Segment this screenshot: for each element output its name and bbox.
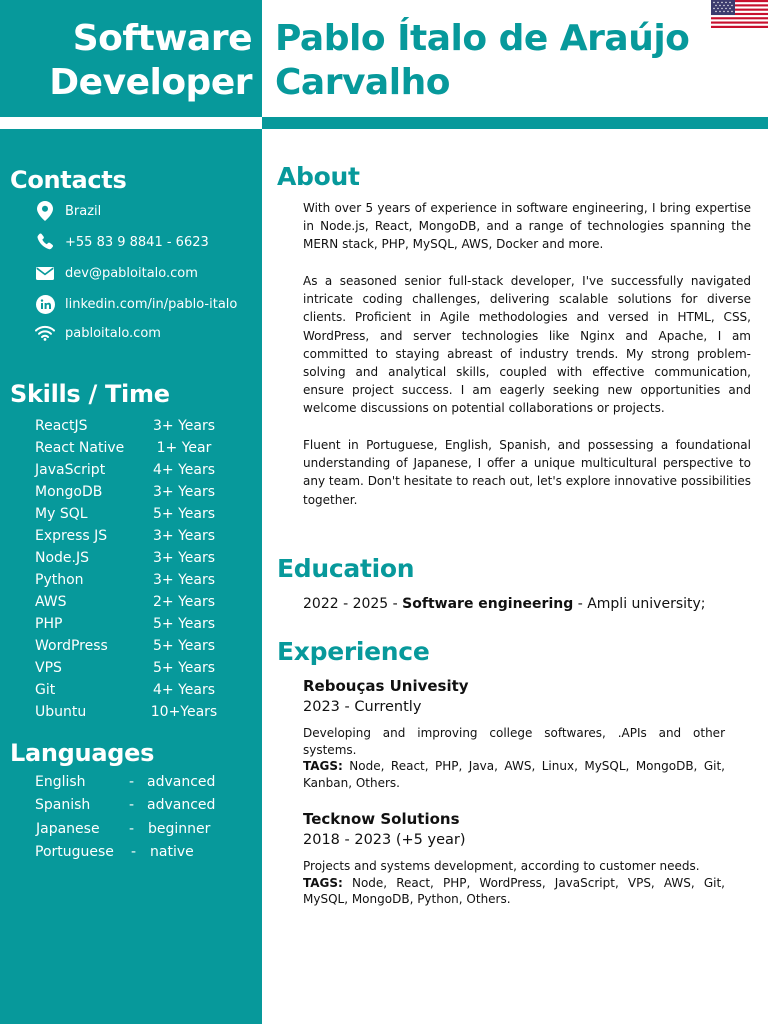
skill-row — [35, 679, 235, 701]
skill-row — [35, 657, 235, 679]
contact-phone[interactable] — [35, 231, 209, 253]
skill-row — [35, 437, 235, 459]
language-row — [35, 794, 245, 816]
phone-icon — [35, 232, 55, 252]
language-level: native — [150, 844, 194, 860]
language-name: Japanese — [36, 821, 100, 837]
skill-row — [35, 591, 235, 613]
job-tags-label: TAGS: — [303, 875, 343, 890]
skill-row — [35, 569, 235, 591]
skill-row — [35, 503, 235, 525]
contacts-heading: Contacts — [10, 166, 127, 194]
skill-name: Python — [35, 572, 84, 588]
role-title-line-2: Developer — [49, 62, 252, 103]
language-name: Portuguese — [35, 844, 114, 860]
about-heading: About — [277, 162, 360, 191]
skill-name: AWS — [35, 594, 67, 610]
language-row — [35, 771, 245, 793]
full-name — [275, 17, 765, 105]
skill-name: MongoDB — [35, 484, 103, 500]
wifi-icon — [35, 323, 55, 343]
skill-time: 3+ Years — [152, 550, 216, 566]
us-flag-icon — [711, 0, 768, 28]
language-level: advanced — [147, 797, 216, 813]
about-paragraph-2: As a seasoned senior full-stack developer, I've successfully navigated intricate coding challenges, delivering scalable solutions for diverse clients. Proficient in Agile methodologies and versed in HTML, CSS, WordPress, and server technologies like Nginx and Apache, I am committed to staying abreast of industry trends. My strong problem-solving and analytical skills, coupled with effective communication, ensure project success. I am eagerly seeking new opportunities and welcome discussions on potential collaborations or projects. — [303, 274, 751, 416]
about-paragraph-1: With over 5 years of experience in software engineering, I bring expertise in Node.js, React, MongoDB, and a range of technologies spanning the MERN stack, PHP, MySQL, AWS, Docker and more. — [303, 201, 751, 252]
job-period: 2018 - 2023 (+5 year) — [303, 832, 466, 848]
job-description — [303, 725, 725, 791]
language-level: beginner — [148, 821, 211, 837]
language-dash: - — [131, 844, 137, 860]
skill-name: PHP — [35, 616, 63, 632]
skill-row — [35, 481, 235, 503]
contact-location-text: Brazil — [65, 203, 102, 219]
language-dash: - — [129, 774, 135, 790]
contact-phone-text[interactable]: +55 83 9 8841 - 6623 — [65, 234, 209, 250]
skill-time: 3+ Years — [152, 484, 216, 500]
sidebar — [0, 0, 262, 1024]
skill-time: 5+ Years — [152, 616, 216, 632]
skill-name: WordPress — [35, 638, 108, 654]
full-name-line-2: Carvalho — [275, 62, 450, 103]
mail-icon — [35, 263, 55, 283]
linkedin-icon — [35, 294, 55, 314]
contact-website[interactable] — [35, 322, 161, 344]
skill-row — [35, 635, 235, 657]
skill-time: 5+ Years — [152, 506, 216, 522]
skill-time: 2+ Years — [152, 594, 216, 610]
skill-name: My SQL — [35, 506, 88, 522]
skill-name: Ubuntu — [35, 704, 87, 720]
job-company: Tecknow Solutions — [303, 810, 460, 828]
contact-email-text[interactable]: dev@pabloitalo.com — [65, 265, 198, 281]
skill-time: 3+ Years — [152, 528, 216, 544]
skill-time: 3+ Years — [152, 572, 216, 588]
language-name: Spanish — [35, 797, 91, 813]
role-title-line-1: Software — [72, 18, 252, 59]
skill-row — [35, 459, 235, 481]
skill-time: 5+ Years — [152, 638, 216, 654]
education-heading: Education — [277, 554, 415, 583]
language-level: advanced — [147, 774, 216, 790]
education-institution: - Ampli university; — [573, 596, 706, 612]
languages-heading: Languages — [10, 739, 155, 767]
skill-name: ReactJS — [35, 418, 88, 434]
job-tags-label: TAGS: — [303, 759, 343, 773]
education-period: 2022 - 2025 - — [303, 596, 403, 612]
job-company: Rebouças Univesity — [303, 677, 469, 695]
contact-email[interactable] — [35, 262, 198, 284]
sidebar-divider — [0, 117, 262, 129]
contact-location — [35, 200, 101, 222]
skill-time: 5+ Years — [152, 660, 216, 676]
contact-linkedin[interactable] — [35, 293, 237, 315]
full-name-line-1: Pablo Ítalo de Araújo — [275, 18, 690, 59]
language-dash: - — [129, 797, 135, 813]
skill-row — [35, 415, 235, 437]
skill-time: 10+Years — [150, 704, 218, 720]
about-paragraph-3: Fluent in Portuguese, English, Spanish, and possessing a foundational understanding of Japanese, I offer a unique multicultural perspective to any team. Don't hesitate to reach out, let's explore innovative possibilities together. — [303, 438, 751, 507]
education-entry — [303, 596, 706, 612]
header-rule — [262, 117, 768, 129]
skill-name: JavaScript — [35, 462, 106, 478]
education-course: Software engineering — [402, 596, 574, 612]
skill-time: 4+ Years — [152, 682, 216, 698]
job-description-text: Developing and improving college softwares, .APIs and other systems. — [303, 726, 725, 757]
skill-time: 4+ Years — [152, 462, 216, 478]
job-period: 2023 - Currently — [303, 699, 422, 715]
skill-row — [35, 547, 235, 569]
language-row — [35, 841, 245, 863]
skill-name: React Native — [35, 440, 125, 456]
skill-row — [35, 701, 235, 723]
experience-heading: Experience — [277, 637, 430, 666]
skill-name: VPS — [35, 660, 62, 676]
job-description — [303, 858, 725, 908]
contact-linkedin-text[interactable]: linkedin.com/in/pablo-italo — [65, 296, 238, 312]
skill-name: Express JS — [35, 528, 108, 544]
job-description-text: Projects and systems development, according to customer needs. — [303, 859, 700, 873]
skill-name: Node.JS — [35, 550, 90, 566]
language-row — [35, 818, 245, 840]
role-title — [0, 0, 262, 117]
skill-time: 3+ Years — [152, 418, 216, 434]
skills-heading: Skills / Time — [10, 380, 170, 408]
location-pin-icon — [35, 201, 55, 221]
skill-row — [35, 525, 235, 547]
language-dash: - — [129, 821, 135, 837]
job-tags: Node, React, PHP, Java, AWS, Linux, MySQL, MongoDB, Git, Kanban, Others. — [303, 759, 725, 790]
skill-row — [35, 613, 235, 635]
skill-time: 1+ Year — [156, 440, 212, 456]
job-tags: Node, React, PHP, WordPress, JavaScript, VPS, AWS, Git, MySQL, MongoDB, Python, Others. — [303, 875, 725, 906]
skill-name: Git — [35, 682, 56, 698]
language-name: English — [35, 774, 86, 790]
contact-website-text[interactable]: pabloitalo.com — [65, 325, 161, 341]
